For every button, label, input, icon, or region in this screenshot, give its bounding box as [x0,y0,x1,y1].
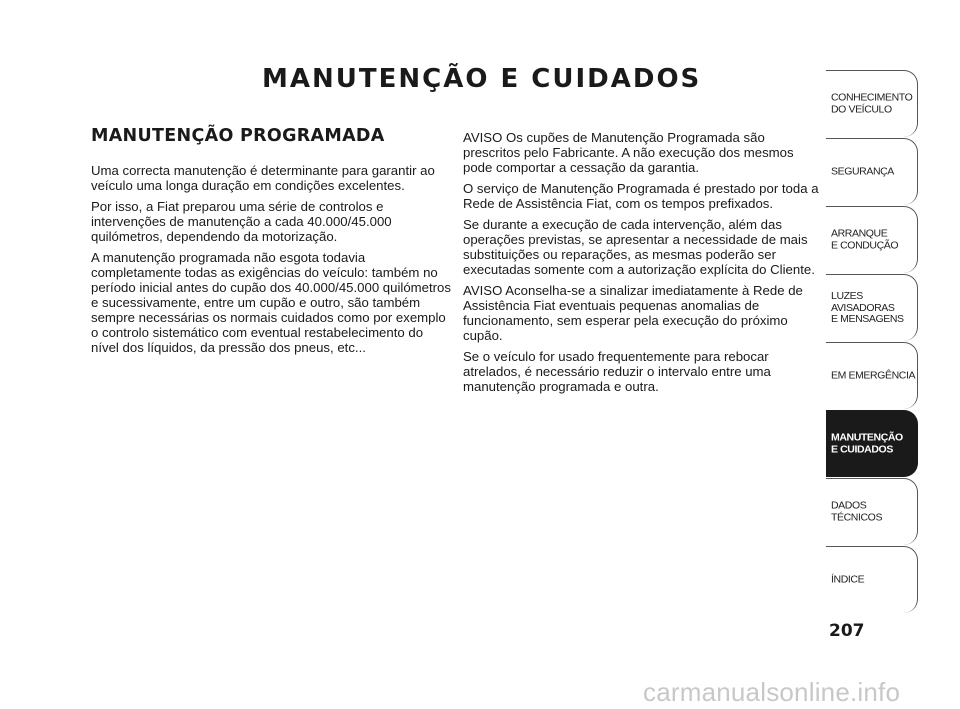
tab-label: LUZES AVISADORAS E MENSAGENS [831,289,904,325]
section-heading: MANUTENÇÃO PROGRAMADA [91,126,385,146]
page-number: 207 [829,621,865,641]
tab-label: ARRANQUE E CONDUÇÃO [831,227,899,251]
tab-luzes-avisadoras[interactable] [826,274,918,341]
paragraph: O serviço de Manutenção Programada é prestado por toda a Rede de Assistência Fiat, com os tempos prefixados. [463,181,819,211]
paragraph: Se o veículo for usado frequentemente para rebocar atrelados, é necessário reduzir o intervalo entre uma manutenção programada e outra. [463,349,771,394]
paragraph: AVISO Os cupões de Manutenção Programada são prescritos pelo Fabricante. A não execução dos mesmos pode comportar a cessação da garantia. [463,130,794,175]
left-column [91,163,451,361]
tab-seguranca[interactable] [826,138,918,205]
paragraph: Uma correcta manutenção é determinante para garantir ao veículo uma longa duração em condições excelentes. [91,163,435,193]
watermark-text: carmanualsonline.info [643,677,901,707]
paragraph: Se durante a execução de cada intervenção, além das operações previstas, se apresentar a necessidade de mais substituições ou reparações, as mesmas poderão ser executadas somente com a autorização explícita do Cliente. [463,217,815,277]
tab-label: MANUTENÇÃO E CUIDADOS [831,431,903,455]
paragraph: AVISO Aconselha-se a sinalizar imediatamente à Rede de Assistência Fiat eventuais pequenas anomalias de funcionamento, sem esperar pela execução do próximo cupão. [463,283,803,343]
tab-label: ÍNDICE [831,573,865,586]
tab-label: CONHECIMENTO DO VEÍCULO [831,91,913,115]
tab-label: DADOS TÉCNICOS [831,499,883,523]
chapter-nav [826,70,918,618]
right-column [463,130,823,400]
tab-label: SEGURANÇA [831,165,894,178]
tab-label: EM EMERGÊNCIA [831,369,916,382]
page-title: MANUTENÇÃO E CUIDADOS [262,64,702,94]
tab-conhecimento-do-veiculo[interactable] [826,70,918,137]
tab-manutencao-e-cuidados[interactable] [826,410,918,477]
paragraph: A manutenção programada não esgota todavia completamente todas as exigências do veículo: também no período inicial antes do cupão dos 40.000/45.000 quilómetros e sucessivamente, entre um cupão e outro, são também sempre necessárias os normais cuidados como por exemplo o controlo sistemático com eventual restabelecimento do nível dos líquidos, da pressão dos pneus, etc... [91,250,451,355]
paragraph: Por isso, a Fiat preparou uma série de controlos e intervenções de manutenção a cada 40.000/45.000 quilómetros, dependendo da motorização. [91,199,392,244]
tab-em-emergencia[interactable] [826,342,918,409]
tab-indice[interactable] [826,546,918,613]
tab-arranque-e-conducao[interactable] [826,206,918,273]
tab-dados-tecnicos[interactable] [826,478,918,545]
